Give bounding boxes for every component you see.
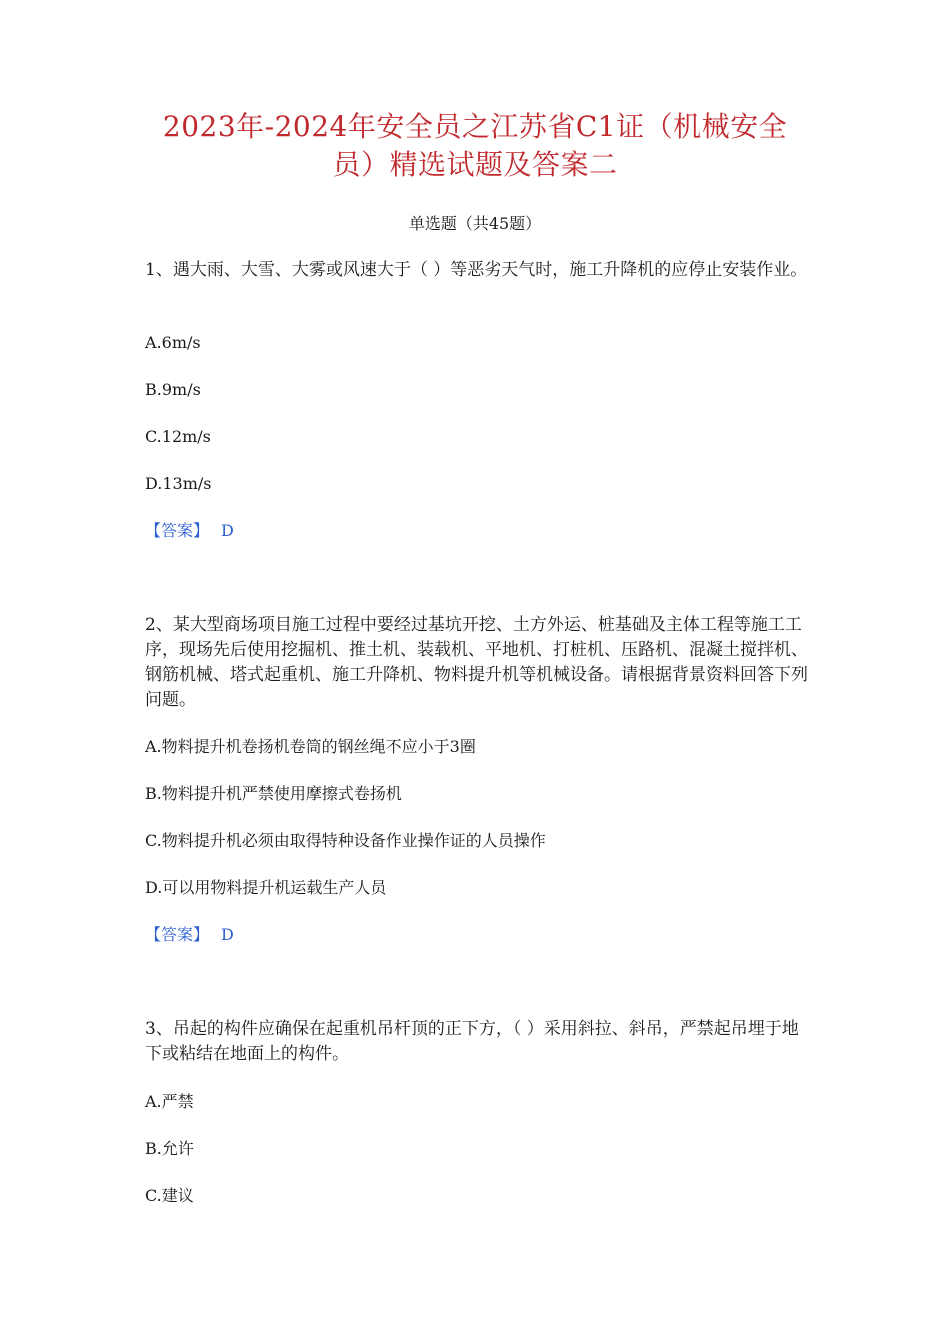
question-3-stem: 3、吊起的构件应确保在起重机吊杆顶的正下方，（ ）采用斜拉、斜吊，严禁起吊埋于地下或粘结在地面上的构件。 [145,1019,799,1064]
document-title [120,108,830,184]
question-1-option-a: A.6m/s [145,333,201,352]
question-2-option-a: A.物料提升机卷扬机卷筒的钢丝绳不应小于3圈 [145,737,476,756]
question-1-option-b: B.9m/s [145,380,201,399]
section-heading: 单选题（共45题） [408,214,542,233]
question-1-option-c: C.12m/s [145,427,211,446]
question-3-option-b: B.允许 [145,1139,194,1158]
question-1-answer [145,519,234,543]
question-3-option-c: C.建议 [145,1186,194,1205]
answer-label: 【答案】 [145,925,210,944]
title-line-1: 2023年-2024年安全员之江苏省C1证（机械安全 [162,110,788,143]
question-2-stem: 2、某大型商场项目施工过程中要经过基坑开挖、土方外运、桩基础及主体工程等施工工序，现场先后使用挖掘机、推土机、装载机、平地机、打桩机、压路机、混凝土搅拌机、钢筋机械、塔式起重机、施工升降机、物料提升机等机械设备。请根据背景资料回答下列问题。 [145,615,808,710]
question-1-stem: 1、遇大雨、大雪、大雾或风速大于（ ）等恶劣天气时，施工升降机的应停止安装作业。 [145,260,808,280]
question-2-option-b: B.物料提升机严禁使用摩擦式卷扬机 [145,784,402,803]
answer-value: D [221,925,234,944]
answer-value: D [221,521,234,540]
question-2-answer [145,923,234,947]
question-1-option-d: D.13m/s [145,474,212,493]
title-line-2: 员）精选试题及答案二 [332,148,618,181]
question-2-option-c: C.物料提升机必须由取得特种设备作业操作证的人员操作 [145,831,546,850]
question-2-option-d: D.可以用物料提升机运载生产人员 [145,878,387,897]
answer-label: 【答案】 [145,521,210,540]
question-3-option-a: A.严禁 [145,1092,194,1111]
